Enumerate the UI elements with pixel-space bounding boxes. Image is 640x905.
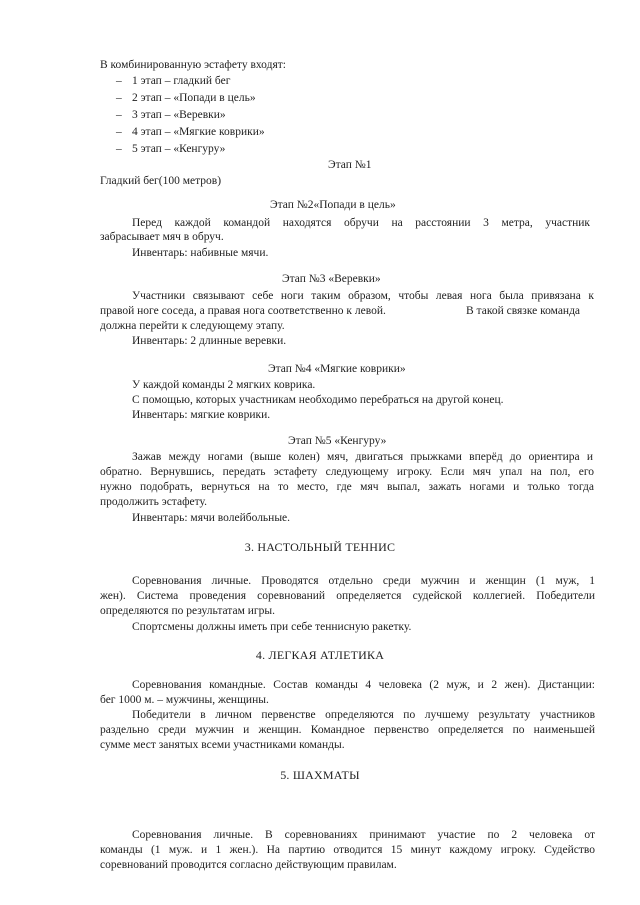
list-item-text: 5 этап – «Кенгуру»: [132, 143, 226, 155]
list-dash: –: [116, 92, 122, 104]
stage5-line: продолжить эстафету.: [100, 496, 207, 508]
list-dash: –: [116, 143, 122, 155]
section5-line: Соревнования личные. В соревнованиях принимают участие по 2 человека от: [132, 829, 595, 841]
stage5-line: нужно подобрать, вернуться на то место, где мяч выпал, зажать ногами и только тогда: [100, 481, 594, 493]
section5-line: соревнований проводится согласно действующим правилам.: [100, 859, 397, 871]
section3-line: определяются по результатам игры.: [100, 605, 275, 617]
list-item-text: 1 этап – гладкий бег: [132, 75, 231, 87]
section4-line: раздельно среди мужчин и женщин. Командное первенство определяется по наименьшей: [100, 724, 595, 736]
stage3-line: должна перейти к следующему этапу.: [100, 320, 285, 332]
stage1-title: Этап №1: [328, 159, 372, 171]
stage1-text: Гладкий бег(100 метров): [100, 175, 222, 187]
stage3-line: правой ноге соседа, а правая нога соответственно к левой.: [100, 305, 386, 317]
stage4-title: Этап №4 «Мягкие коврики»: [268, 363, 406, 375]
stage3-title: Этап №3 «Веревки»: [282, 273, 381, 285]
stage3-line: В такой связке команда: [466, 305, 581, 317]
stage4-inventory: Инвентарь: мягкие коврики.: [132, 409, 271, 421]
list-item-text: 2 этап – «Попади в цель»: [132, 92, 256, 104]
list-dash: –: [116, 75, 122, 87]
section3-note: Спортсмены должны иметь при себе теннисную ракетку.: [132, 621, 412, 633]
stage5-line: обратно. Вернувшись, передать эстафету следующему игроку. Если мяч упал на пол, его: [100, 466, 594, 478]
stage4-line: У каждой команды 2 мягких коврика.: [132, 379, 316, 391]
section4-line: Победители в личном первенстве определяются по лучшему результату участников: [132, 709, 595, 721]
list-item-text: 3 этап – «Веревки»: [132, 109, 226, 121]
stage5-line: Зажав между ногами (выше колен) мяч, двигаться прыжками вперёд до ориентира и: [132, 451, 593, 463]
intro-text: В комбинированную эстафету входят:: [100, 59, 286, 71]
stage3-inventory: Инвентарь: 2 длинные веревки.: [132, 335, 287, 347]
stage2-title: Этап №2«Попади в цель»: [270, 199, 396, 211]
section5-heading: 5. ШАХМАТЫ: [280, 768, 360, 782]
section5-line: команды (1 муж. и 1 жен.). На партию отводится 15 минут каждому игроку. Судейство: [100, 844, 595, 856]
section4-heading: 4. ЛЕГКАЯ АТЛЕТИКА: [255, 648, 385, 662]
stage3-line: Участники связывают себе ноги таким образом, чтобы левая нога была привязана к: [132, 290, 594, 302]
stage4-line: С помощью, которых участникам необходимо перебраться на другой конец.: [132, 394, 504, 406]
list-item-text: 4 этап – «Мягкие коврики»: [132, 126, 265, 138]
section3-line: Соревнования личные. Проводятся отдельно среди мужчин и женщин (1 муж, 1: [132, 575, 595, 587]
section4-line: сумме мест занятых всеми участниками команды.: [100, 739, 345, 751]
stage2-line: забрасывает мяч в обруч.: [100, 231, 224, 243]
stage2-line: Перед каждой командой находятся обручи на расстоянии 3 метра, участник: [132, 217, 590, 229]
section4-line: Соревнования командные. Состав команды 4 человека (2 муж, и 2 жен). Дистанции:: [132, 679, 595, 691]
stage5-inventory: Инвентарь: мячи волейбольные.: [132, 512, 291, 524]
list-dash: –: [116, 126, 122, 138]
section3-heading: 3. НАСТОЛЬНЫЙ ТЕННИС: [244, 540, 396, 554]
list-dash: –: [116, 109, 122, 121]
stage2-inventory: Инвентарь: набивные мячи.: [132, 247, 269, 259]
section3-line: жен). Система проведения соревнований определяется судейской коллегией. Победители: [100, 590, 595, 602]
section4-line: бег 1000 м. – мужчины, женщины.: [100, 694, 269, 706]
stage5-title: Этап №5 «Кенгуру»: [288, 435, 387, 447]
